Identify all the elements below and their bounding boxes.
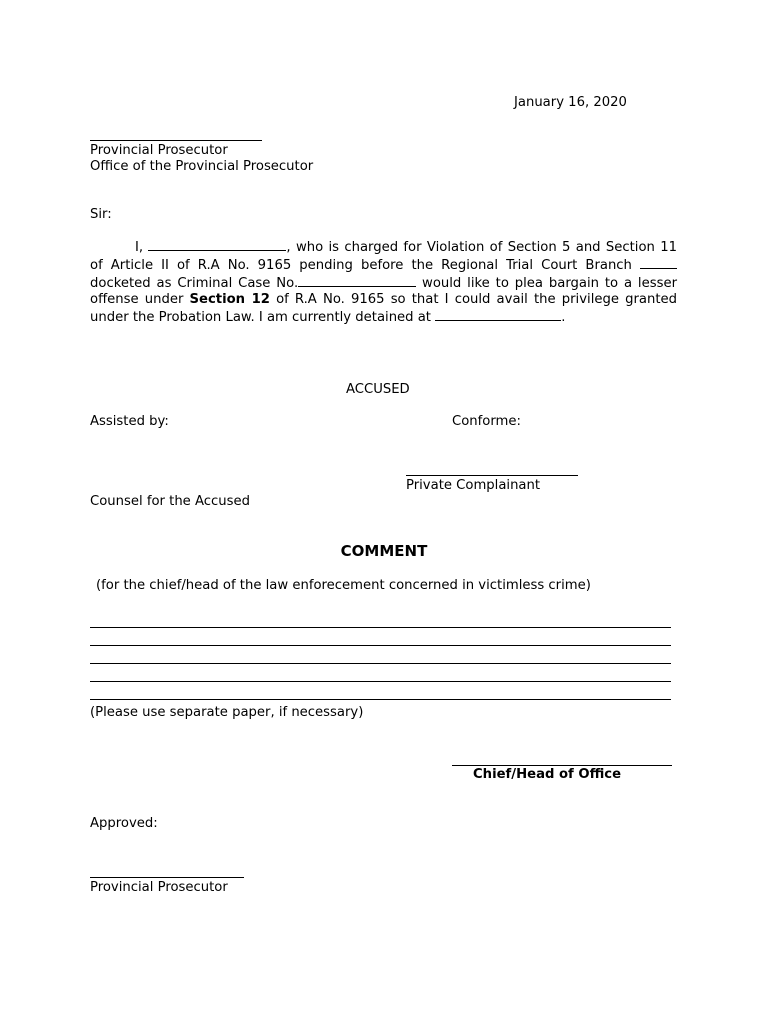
body-text-3: docketed as Criminal Case No. [90,276,299,291]
conforme-label: Conforme: [452,414,521,429]
provincial-prosecutor-label: Provincial Prosecutor [90,880,228,895]
body-text-2: , who is charged for Violation of Section 5 and Section 11 of Article II of R.A No. 9165 pending before the Regional Trial Court Branch [90,240,677,273]
comment-title: COMMENT [340,542,428,560]
comment-subtitle: (for the chief/head of the law enforecement concerned in victimless crime) [96,578,591,593]
complainant-signature-line [406,475,578,476]
case-number-blank [298,274,416,287]
body-text-6: of R.A No. 9165 so that I could avail the privilege granted under the Probation Law. I am currently detained at [90,292,677,325]
comment-line-2 [90,645,671,646]
chief-signature-line [452,765,672,766]
body-text-1: I, [135,240,144,255]
letter-date: January 16, 2020 [514,95,627,110]
body-text-4: would like to plea bargain to a lesser offense under [90,276,677,307]
assisted-by-label: Assisted by: [90,414,169,429]
accused-label: ACCUSED [346,382,410,397]
addressee-office: Office of the Provincial Prosecutor [90,159,314,174]
prosecutor-signature-line [90,877,244,878]
approved-label: Approved: [90,816,158,831]
addressee-name-line [90,140,262,141]
counsel-label: Counsel for the Accused [90,494,250,509]
addressee-title: Provincial Prosecutor [90,143,228,158]
comment-line-4 [90,681,671,682]
separate-paper-note: (Please use separate paper, if necessary) [90,705,364,720]
detention-place-blank [435,308,561,321]
private-complainant-label: Private Complainant [406,478,541,493]
comment-line-1 [90,627,671,628]
section-12-text: Section 12 [189,292,270,307]
comment-line-5 [90,699,671,700]
chief-head-label: Chief/Head of Office [473,767,622,782]
accused-name-blank [148,238,286,251]
branch-blank [640,256,677,269]
body-paragraph [90,238,677,326]
comment-line-3 [90,663,671,664]
body-text-7: . [561,310,566,325]
salutation: Sir: [90,207,112,222]
